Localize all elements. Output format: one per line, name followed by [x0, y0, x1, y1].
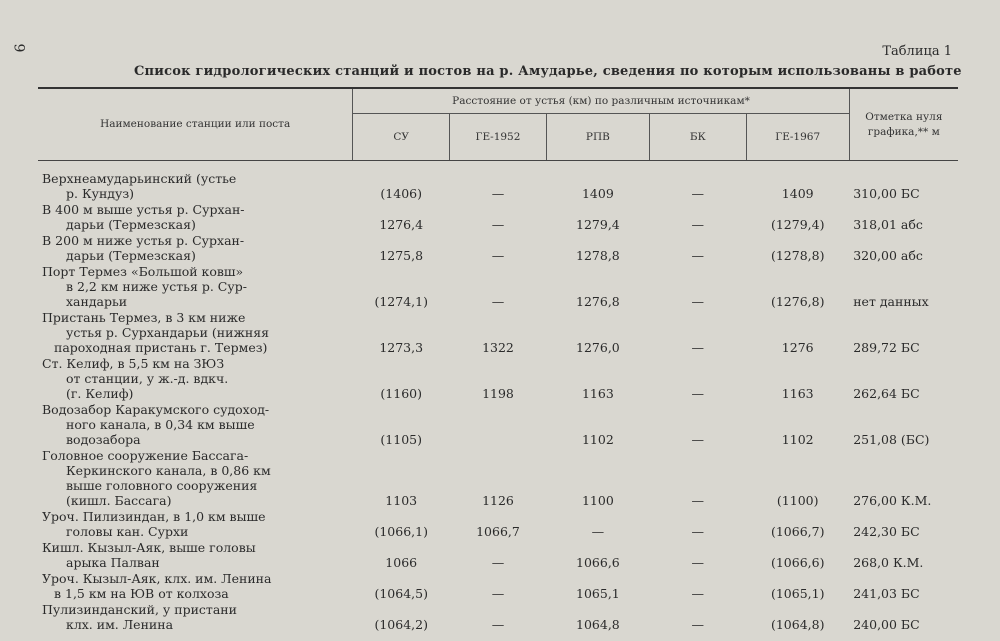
cell-su: 1066 — [385, 554, 418, 570]
station-name-line: от станции, у ж.-д. вдкч. — [66, 370, 229, 386]
cell-rpv: 1276,0 — [576, 339, 620, 355]
cell-rpv: — — [591, 523, 605, 539]
table-row — [38, 402, 958, 448]
cell-su: (1064,5) — [374, 585, 428, 601]
table-row — [38, 540, 958, 571]
station-name-line: Уроч. Пилизиндан, в 1,0 км выше — [42, 508, 266, 524]
cell-su: 1103 — [385, 492, 418, 508]
cell-bk: — — [691, 616, 705, 632]
station-name-line: в 1,5 км на ЮВ от колхоза — [54, 585, 229, 601]
cell-bk: — — [691, 216, 705, 232]
cell-ge1952: 1198 — [482, 385, 514, 401]
station-name-line: головы кан. Сурхи — [66, 523, 189, 539]
station-name-line: в 2,2 км ниже устья р. Сур- — [66, 278, 247, 294]
station-name-line: Верхнеамударьинский (устье — [42, 170, 237, 186]
cell-rpv: 1066,6 — [576, 554, 620, 570]
table-row — [38, 171, 958, 202]
station-name-line: пароходная пристань г. Термез) — [54, 339, 268, 355]
header-ge1952: ГЕ-1952 — [450, 114, 547, 161]
cell-ge1952: 1322 — [482, 339, 514, 355]
cell-zero-mark: 268,0 К.М. — [853, 554, 924, 570]
station-name-line: Уроч. Кызыл-Аяк, клх. им. Ленина — [42, 570, 272, 586]
station-name-line: хандарьи — [66, 293, 128, 309]
table-row — [38, 509, 958, 540]
station-name-line: Пристань Термез, в 3 км ниже — [42, 309, 246, 325]
cell-ge1967: 1102 — [781, 431, 814, 447]
cell-zero-mark: 320,00 абс — [853, 247, 923, 263]
station-name-line: Головное сооружение Бассага- — [42, 447, 249, 463]
cell-ge1967: 1409 — [781, 185, 814, 201]
cell-zero-mark: 240,00 БС — [853, 616, 920, 632]
header-su: СУ — [353, 114, 450, 161]
header-station-name: Наименование станции или поста — [38, 88, 353, 161]
cell-ge1967: (1100) — [776, 492, 819, 508]
cell-ge1967: (1276,8) — [770, 293, 825, 309]
cell-rpv: 1278,8 — [576, 247, 620, 263]
cell-zero-mark: 289,72 БС — [853, 339, 920, 355]
cell-rpv: 1279,4 — [576, 216, 620, 232]
cell-rpv: 1064,8 — [576, 616, 620, 632]
cell-su: (1406) — [380, 185, 422, 201]
cell-su: 1273,3 — [379, 339, 424, 355]
cell-zero-mark: 276,00 К.М. — [853, 492, 932, 508]
cell-su: (1064,2) — [374, 616, 428, 632]
cell-bk: — — [691, 293, 705, 309]
cell-zero-mark: 251,08 (БС) — [853, 431, 930, 447]
table-row — [38, 310, 958, 356]
station-name-line: устья р. Сурхандарьи (нижняя — [66, 324, 270, 340]
cell-rpv: 1276,8 — [576, 293, 620, 309]
table-title: Список гидрологических станций и постов на р. Амударье, сведения по которым использованы в работе — [134, 64, 962, 79]
cell-zero-mark: 262,64 БС — [853, 385, 920, 401]
cell-zero-mark: 241,03 БС — [853, 585, 920, 601]
station-name-line: Пулизинданский, у пристани — [42, 601, 237, 617]
cell-ge1952: — — [491, 616, 505, 632]
cell-zero-mark: 318,01 абс — [853, 216, 923, 232]
cell-bk: — — [691, 523, 705, 539]
station-name-line: (г. Келиф) — [66, 385, 134, 401]
cell-rpv: 1163 — [581, 385, 614, 401]
cell-rpv: 1065,1 — [576, 585, 620, 601]
cell-ge1967: (1279,4) — [770, 216, 825, 232]
header-distance: Расстояние от устья (км) по различным источникам* — [353, 88, 849, 114]
cell-ge1952: — — [491, 585, 505, 601]
station-name-line: арыка Палван — [66, 554, 160, 570]
station-name-line: Водозабор Каракумского судоход- — [42, 401, 270, 417]
cell-bk: — — [691, 554, 705, 570]
cell-rpv: 1102 — [581, 431, 614, 447]
station-name-line: Керкинского канала, в 0,86 км — [66, 462, 271, 478]
cell-rpv: 1409 — [581, 185, 614, 201]
table-label: Таблица 1 — [882, 44, 952, 59]
table-row — [38, 448, 958, 509]
cell-bk: — — [691, 247, 705, 263]
table-row — [38, 233, 958, 264]
cell-bk: — — [691, 492, 705, 508]
cell-ge1952: — — [491, 185, 505, 201]
cell-zero-mark: нет данных — [853, 293, 929, 309]
header-zero-mark: Отметка нуля графика,** м — [849, 88, 958, 161]
cell-ge1967: (1066,6) — [770, 554, 825, 570]
station-name-line: клх. им. Ленина — [66, 616, 174, 632]
station-name-line: дарьи (Термезская) — [66, 216, 196, 232]
station-name-line: водозабора — [66, 431, 141, 447]
stations-table — [38, 87, 958, 633]
cell-ge1952: — — [491, 293, 505, 309]
cell-ge1967: (1065,1) — [770, 585, 825, 601]
cell-ge1952 — [450, 402, 547, 448]
station-name-line: р. Кундуз) — [66, 185, 135, 201]
table-row — [38, 356, 958, 402]
cell-zero-mark: 310,00 БС — [853, 185, 920, 201]
cell-ge1952: — — [491, 554, 505, 570]
page-number: 9 — [10, 43, 27, 53]
cell-zero-mark: 242,30 БС — [853, 523, 920, 539]
header-ge1967: ГЕ-1967 — [746, 114, 849, 161]
cell-bk: — — [691, 339, 705, 355]
cell-ge1952: 1126 — [482, 492, 514, 508]
cell-su: (1105) — [380, 431, 422, 447]
station-name-line: В 200 м ниже устья р. Сурхан- — [42, 232, 245, 248]
cell-ge1967: 1276 — [781, 339, 814, 355]
table-row — [38, 571, 958, 602]
cell-ge1952: — — [491, 247, 505, 263]
station-name-line: (кишл. Бассага) — [66, 492, 172, 508]
station-name-line: выше головного сооружения — [66, 477, 258, 493]
cell-bk: — — [691, 585, 705, 601]
cell-ge1952: 1066,7 — [476, 523, 520, 539]
cell-bk: — — [691, 385, 705, 401]
station-name-line: дарьи (Термезская) — [66, 247, 196, 263]
header-rpv: РПВ — [546, 114, 649, 161]
header-bk: БК — [649, 114, 746, 161]
cell-rpv: 1100 — [581, 492, 614, 508]
cell-ge1967: (1066,7) — [770, 523, 825, 539]
cell-ge1967: (1064,8) — [770, 616, 825, 632]
cell-su: 1276,4 — [379, 216, 424, 232]
table-row — [38, 202, 958, 233]
cell-ge1967: (1278,8) — [770, 247, 825, 263]
station-name-line: В 400 м выше устья р. Сурхан- — [42, 201, 245, 217]
cell-su: (1274,1) — [374, 293, 428, 309]
station-name-line: ного канала, в 0,34 км выше — [66, 416, 255, 432]
table-row — [38, 602, 958, 633]
station-name-line: Ст. Келиф, в 5,5 км на ЗЮЗ — [42, 355, 225, 371]
station-name-line: Кишл. Кызыл-Аяк, выше головы — [42, 539, 256, 555]
table-row — [38, 264, 958, 310]
cell-su: (1066,1) — [374, 523, 428, 539]
cell-ge1967: 1163 — [781, 385, 814, 401]
station-name-line: Порт Термез «Большой ковш» — [42, 263, 244, 279]
cell-bk: — — [691, 431, 705, 447]
cell-bk: — — [691, 185, 705, 201]
cell-su: 1275,8 — [379, 247, 424, 263]
cell-ge1952: — — [491, 216, 505, 232]
cell-su: (1160) — [380, 385, 422, 401]
